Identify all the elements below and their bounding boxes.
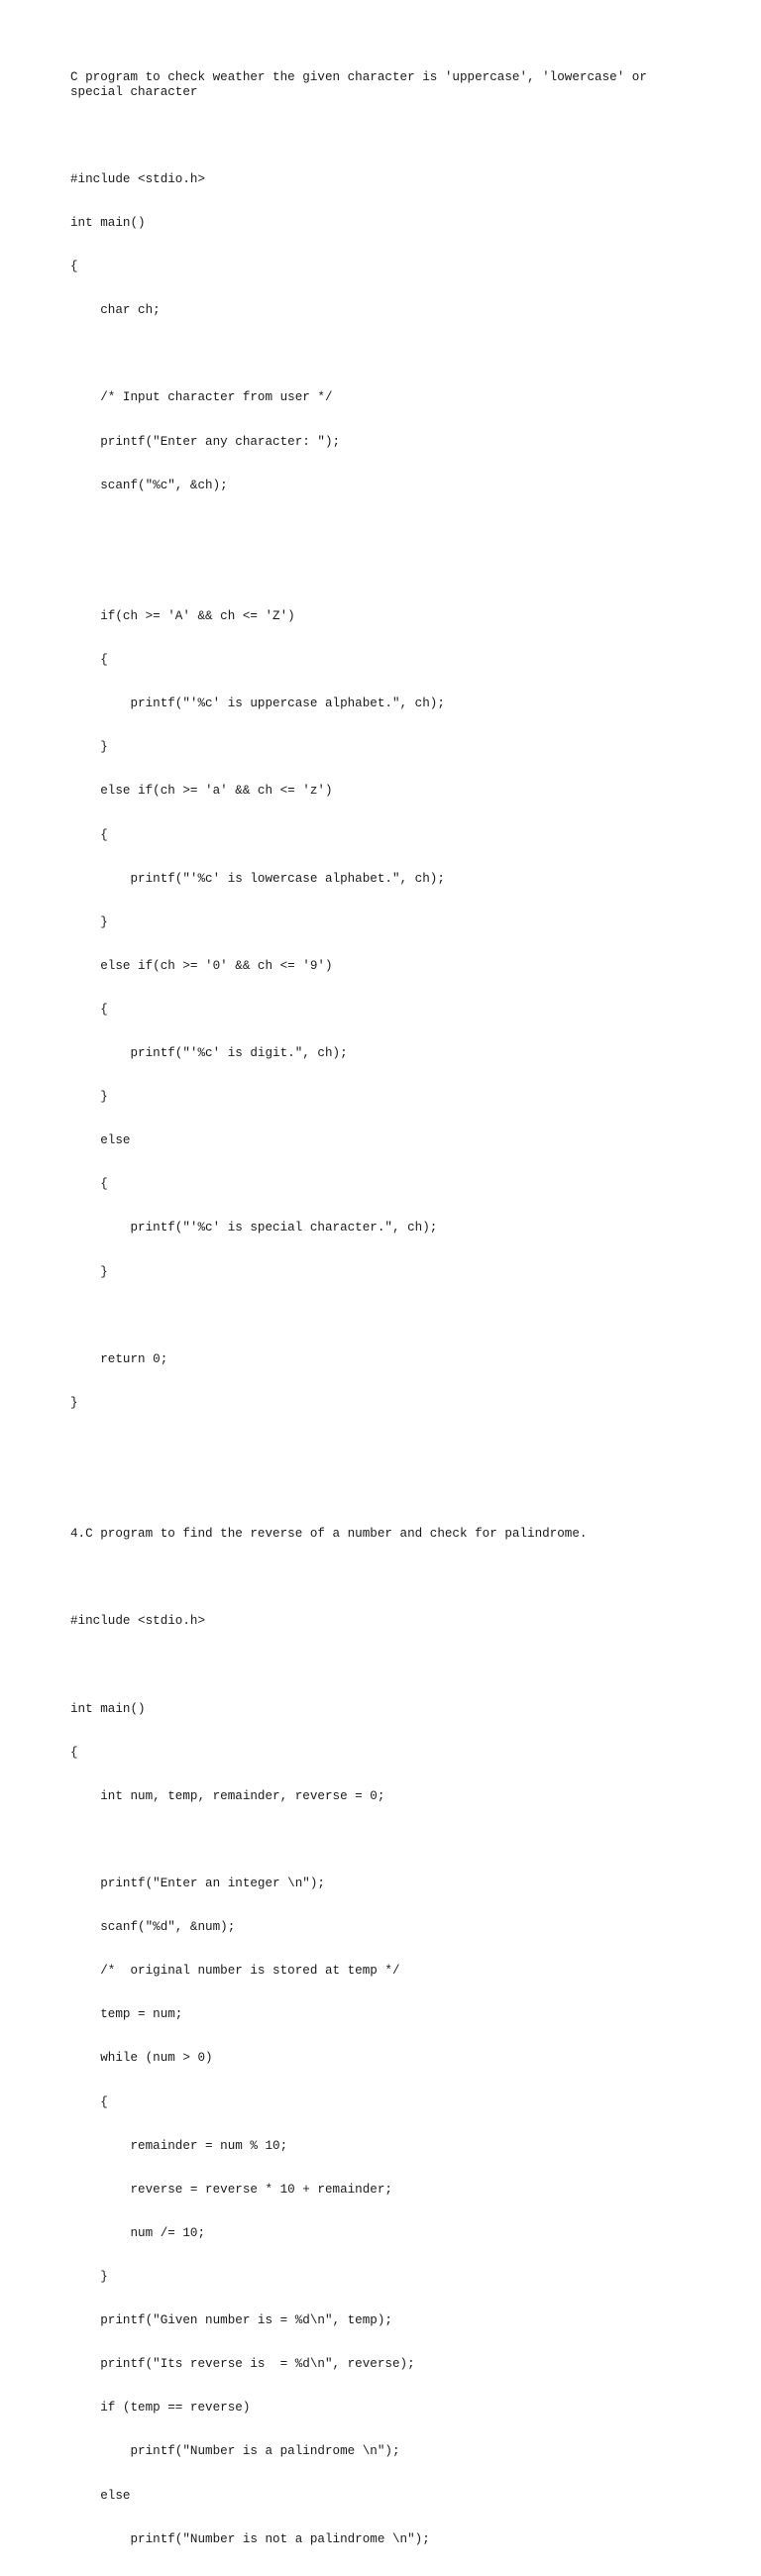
code-line: reverse = reverse * 10 + remainder; — [70, 2182, 392, 2197]
code-line — [70, 566, 724, 581]
code-line: } — [70, 1264, 108, 1279]
code-line — [70, 129, 724, 144]
code-line: } — [70, 2270, 108, 2285]
code-line: #include <stdio.h> — [70, 1614, 206, 1629]
code-line: { — [70, 1002, 108, 1017]
code-line: printf("Its reverse is = %d\n", reverse); — [70, 2357, 415, 2372]
code-line: { — [70, 1177, 108, 1192]
code-line — [70, 1570, 724, 1585]
code-line: char ch; — [70, 303, 161, 318]
code-line — [70, 1833, 724, 1848]
code-line — [70, 1309, 724, 1324]
code-line: printf("'%c' is lowercase alphabet.", ch); — [70, 871, 445, 886]
code-line: { — [70, 2094, 108, 2109]
code-line: printf("'%c' is digit.", ch); — [70, 1046, 348, 1061]
code-line: printf("Given number is = %d\n", temp); — [70, 2313, 392, 2328]
code-line: } — [70, 1395, 78, 1410]
code-line: printf("Enter an integer \n"); — [70, 1877, 325, 1891]
code-line: /* Input character from user */ — [70, 390, 333, 405]
section-2-title: 4.C program to find the reverse of a number and check for palindrome. — [70, 1527, 588, 1542]
section-1-code — [70, 99, 724, 1527]
code-line: scanf("%c", &ch); — [70, 478, 228, 492]
code-line — [70, 1483, 724, 1498]
code-line: int main() — [70, 216, 146, 231]
code-line: else — [70, 2488, 131, 2503]
code-line: } — [70, 914, 108, 929]
code-line: { — [70, 827, 108, 842]
code-line: } — [70, 740, 108, 755]
code-line: printf("Number is not a palindrome \n"); — [70, 2531, 430, 2546]
code-line: } — [70, 1090, 108, 1105]
code-line: return 0; — [70, 1351, 168, 1366]
code-line: num /= 10; — [70, 2225, 206, 2240]
code-line: printf("Enter any character: "); — [70, 434, 341, 449]
code-line: int num, temp, remainder, reverse = 0; — [70, 1788, 385, 1803]
code-line: #include <stdio.h> — [70, 171, 206, 186]
code-line: while (num > 0) — [70, 2051, 213, 2066]
code-line — [70, 1659, 724, 1673]
code-line: printf("Number is a palindrome \n"); — [70, 2444, 400, 2459]
code-line: scanf("%d", &num); — [70, 1920, 236, 1935]
section-1-title: C program to check weather the given character is 'uppercase', 'lowercase' or special character — [70, 70, 647, 99]
document-page — [70, 70, 724, 2576]
code-line: else — [70, 1133, 131, 1148]
code-line: remainder = num % 10; — [70, 2138, 288, 2153]
code-line: if(ch >= 'A' && ch <= 'Z') — [70, 608, 295, 623]
code-line: if (temp == reverse) — [70, 2401, 251, 2415]
code-line: /* original number is stored at temp */ — [70, 1964, 400, 1979]
code-line: else if(ch >= 'a' && ch <= 'z') — [70, 784, 333, 799]
code-line: { — [70, 653, 108, 668]
code-line: { — [70, 1745, 78, 1760]
code-line — [70, 347, 724, 362]
code-line: { — [70, 260, 78, 274]
code-line: temp = num; — [70, 2007, 183, 2022]
code-line: else if(ch >= '0' && ch <= '9') — [70, 958, 333, 973]
code-line — [70, 522, 724, 537]
code-line: printf("'%c' is special character.", ch); — [70, 1221, 438, 1235]
section-2-code — [70, 1542, 724, 2576]
code-line — [70, 1440, 724, 1454]
code-line: printf("'%c' is uppercase alphabet.", ch); — [70, 697, 445, 711]
code-line: int main() — [70, 1701, 146, 1716]
